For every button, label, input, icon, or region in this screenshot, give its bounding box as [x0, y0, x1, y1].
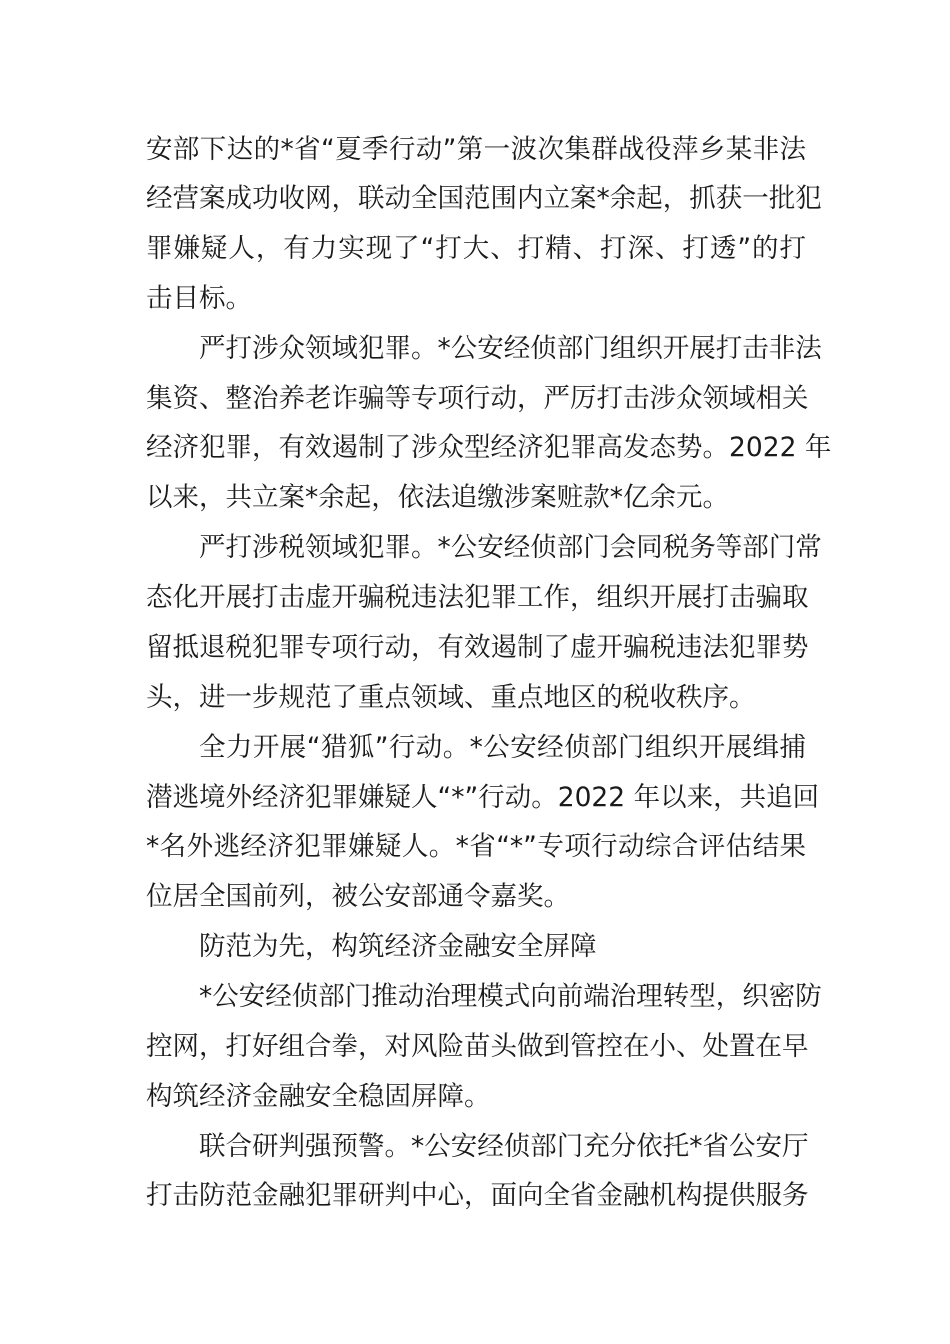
text-line: 打击防范金融犯罪研判中心，面向全省金融机构提供服务 — [146, 1180, 809, 1211]
text-line: 经营案成功收网，联动全国范围内立案*余起，抓获一批犯 — [146, 183, 822, 214]
text-line: 控网，打好组合拳，对风险苗头做到管控在小、处置在早 — [146, 1031, 809, 1062]
text-line: 头，进一步规范了重点领域、重点地区的税收秩序。 — [146, 682, 756, 713]
text-line: 击目标。 — [146, 283, 252, 314]
text-line: 安部下达的*省“夏季行动”第一波次集群战役萍乡某非法 — [146, 134, 806, 165]
text-line: 全力开展“猎狐”行动。*公安经侦部门组织开展缉捕 — [199, 732, 806, 763]
text-line: 严打涉众领域犯罪。*公安经侦部门组织开展打击非法 — [199, 333, 822, 364]
section-heading: 防范为先，构筑经济金融安全屏障 — [199, 931, 597, 962]
text-line: *名外逃经济犯罪嫌疑人。*省“*”专项行动综合评估结果 — [146, 831, 806, 862]
text-line: *公安经侦部门推动治理模式向前端治理转型，织密防 — [199, 981, 822, 1012]
text-line: 联合研判强预警。*公安经侦部门充分依托*省公安厅 — [199, 1131, 809, 1162]
text-line: 罪嫌疑人，有力实现了“打大、打精、打深、打透”的打 — [146, 233, 806, 264]
text-line: 严打涉税领域犯罪。*公安经侦部门会同税务等部门常 — [199, 532, 822, 563]
text-line: 经济犯罪，有效遏制了涉众型经济犯罪高发态势。2022 年 — [146, 432, 832, 463]
text-line: 位居全国前列，被公安部通令嘉奖。 — [146, 881, 570, 912]
text-line: 态化开展打击虚开骗税违法犯罪工作，组织开展打击骗取 — [146, 582, 809, 613]
text-line: 留抵退税犯罪专项行动，有效遏制了虚开骗税违法犯罪势 — [146, 632, 809, 663]
text-line: 集资、整治养老诈骗等专项行动，严厉打击涉众领域相关 — [146, 383, 809, 414]
text-line: 以来，共立案*余起，依法追缴涉案赃款*亿余元。 — [146, 482, 729, 513]
text-line: 构筑经济金融安全稳固屏障。 — [146, 1081, 491, 1112]
text-line: 潜逃境外经济犯罪嫌疑人“*”行动。2022 年以来，共追回 — [146, 782, 820, 813]
